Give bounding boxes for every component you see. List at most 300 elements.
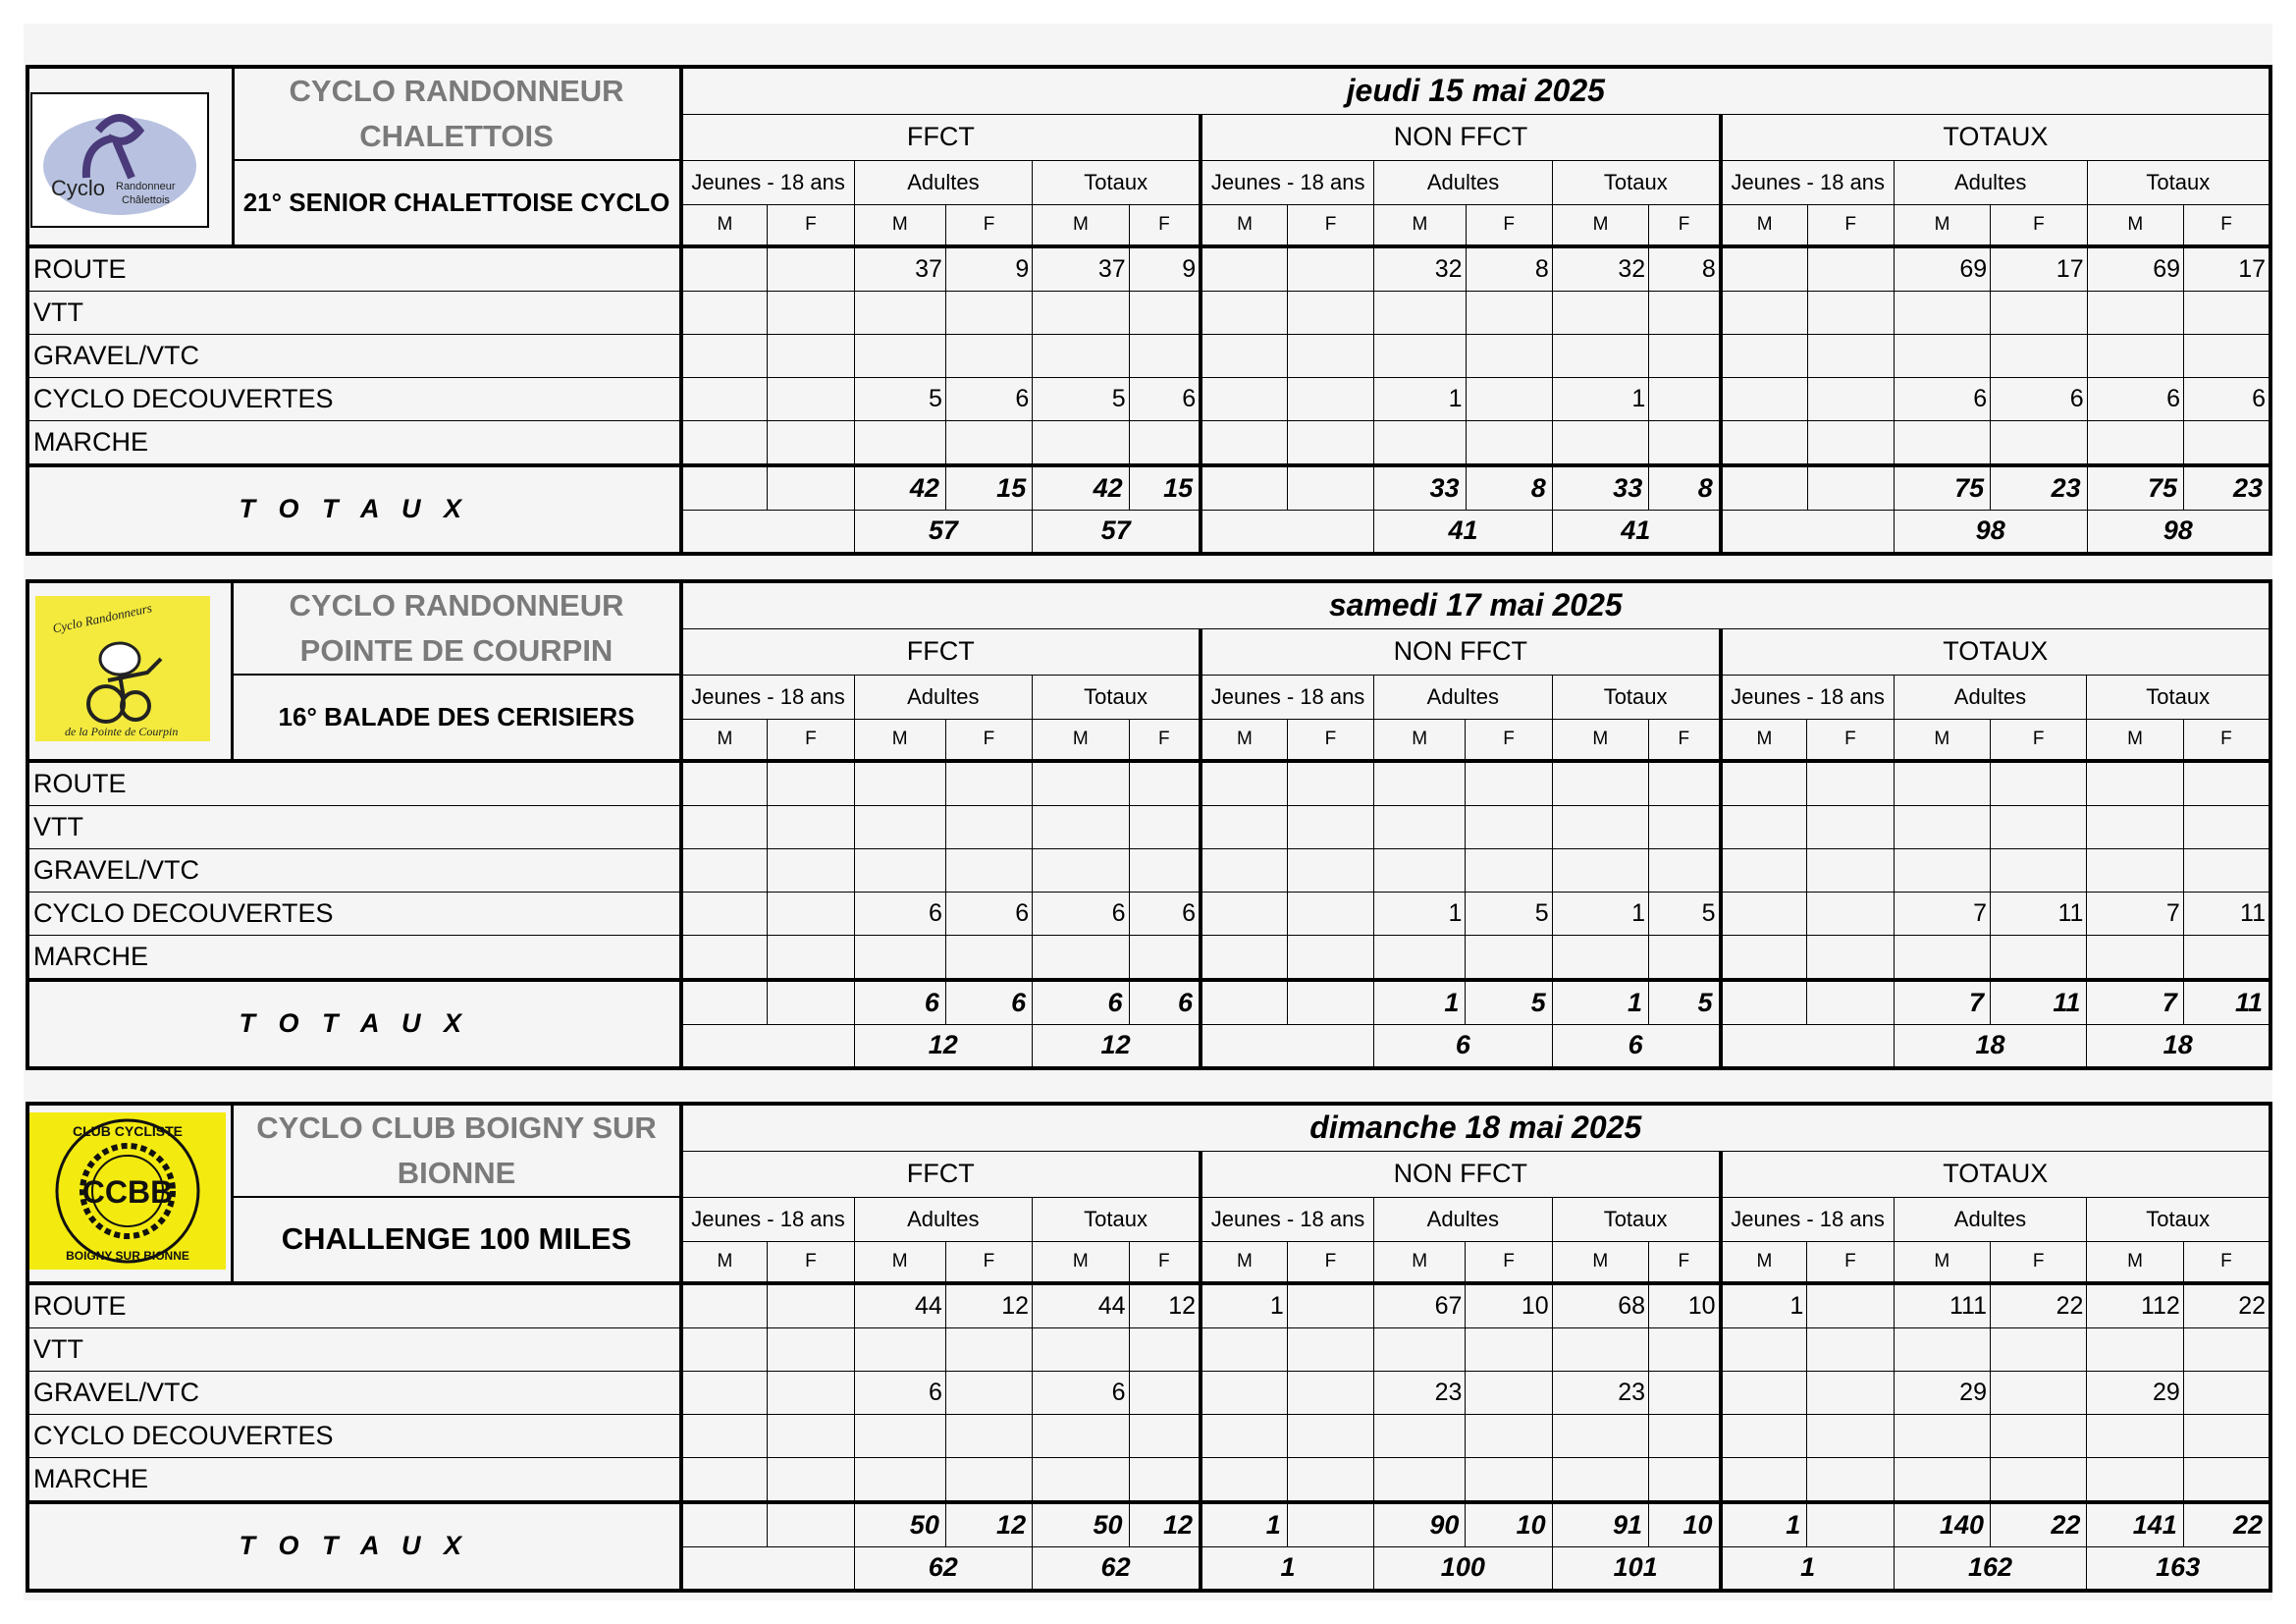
subgroup-header: Totaux [2087, 1197, 2270, 1241]
subgroup-header: Totaux [2087, 160, 2270, 204]
data-cell [681, 1371, 768, 1414]
data-cell: 6 [1129, 377, 1201, 420]
subgroup-header: Totaux [1552, 160, 1720, 204]
data-cell: 8 [1466, 246, 1552, 292]
data-cell [1374, 291, 1466, 334]
sum-cell: 18 [2087, 1024, 2270, 1068]
data-cell [945, 805, 1032, 848]
data-cell [1990, 935, 2086, 980]
svg-text:CLUB CYCLISTE: CLUB CYCLISTE [73, 1122, 183, 1139]
female-header: F [1649, 719, 1721, 761]
total-cell: 90 [1374, 1502, 1466, 1547]
data-cell [1374, 761, 1466, 806]
subgroup-header: Totaux [1033, 1197, 1201, 1241]
data-cell [1807, 246, 1894, 292]
data-cell [1721, 420, 1807, 465]
row-label: GRAVEL/VTC [27, 334, 681, 377]
data-cell [1990, 1371, 2086, 1414]
cyclo-randonneurs-pointe-de-courpin-logo [29, 590, 226, 747]
male-header: M [854, 1241, 945, 1283]
data-cell [1721, 1371, 1807, 1414]
subgroup-header: Jeunes - 18 ans [681, 1197, 855, 1241]
data-cell [1374, 1327, 1466, 1371]
data-cell [1807, 935, 1894, 980]
data-cell [1287, 1327, 1373, 1371]
data-cell: 6 [2087, 377, 2183, 420]
row-label: ROUTE [27, 761, 681, 806]
male-header: M [2087, 719, 2183, 761]
male-header: M [1552, 719, 1648, 761]
data-cell [1991, 420, 2087, 465]
total-cell: 5 [1649, 980, 1721, 1025]
female-header: F [1649, 1241, 1721, 1283]
data-cell [1552, 935, 1648, 980]
data-cell [1129, 334, 1201, 377]
group-header-non-ffct: NON FFCT [1201, 1151, 1721, 1197]
data-cell [768, 1457, 854, 1502]
total-cell [1201, 465, 1287, 511]
data-cell: 37 [1033, 246, 1129, 292]
data-cell: 44 [854, 1283, 945, 1328]
total-cell [1287, 465, 1373, 511]
total-cell: 1 [1552, 980, 1648, 1025]
data-cell [854, 420, 945, 465]
male-header: M [1201, 719, 1287, 761]
logo-cell [27, 1104, 233, 1283]
data-cell [1894, 805, 1990, 848]
data-cell [1649, 805, 1721, 848]
female-header: F [945, 719, 1032, 761]
data-cell: 68 [1552, 1283, 1648, 1328]
data-cell [681, 1283, 768, 1328]
total-cell: 11 [1990, 980, 2086, 1025]
male-header: M [1894, 1241, 1990, 1283]
data-cell [1649, 1327, 1721, 1371]
data-cell [1466, 1327, 1552, 1371]
data-cell [1466, 761, 1552, 806]
data-cell [1129, 1414, 1201, 1457]
data-cell [1466, 1414, 1552, 1457]
data-cell: 1 [1552, 377, 1648, 420]
total-cell: 1 [1374, 980, 1466, 1025]
female-header: F [2183, 719, 2270, 761]
total-cell: 140 [1894, 1502, 1990, 1547]
female-header: F [768, 1241, 854, 1283]
total-cell: 1 [1721, 1502, 1807, 1547]
data-cell [768, 334, 854, 377]
subgroup-header: Totaux [1552, 1197, 1720, 1241]
data-cell [2184, 334, 2270, 377]
data-cell [1721, 805, 1807, 848]
data-cell: 67 [1374, 1283, 1466, 1328]
data-cell [1287, 805, 1373, 848]
data-cell [681, 892, 768, 935]
data-cell [1129, 761, 1201, 806]
data-cell: 44 [1033, 1283, 1129, 1328]
female-header: F [1466, 1241, 1552, 1283]
data-cell [681, 805, 768, 848]
data-cell: 1 [1374, 377, 1466, 420]
total-cell: 8 [1649, 465, 1721, 511]
row-label: CYCLO DECOUVERTES [27, 892, 681, 935]
row-label: MARCHE [27, 935, 681, 980]
group-header-ffct: FFCT [681, 628, 1201, 675]
data-cell: 6 [2184, 377, 2270, 420]
male-header: M [1552, 204, 1648, 246]
data-cell [1201, 805, 1287, 848]
total-cell [768, 980, 854, 1025]
sum-cell: 62 [1033, 1546, 1201, 1591]
data-cell [945, 334, 1032, 377]
total-cell [681, 980, 768, 1025]
group-header-totaux: TOTAUX [1721, 1151, 2270, 1197]
total-cell: 1 [1201, 1502, 1287, 1547]
data-cell [1649, 420, 1721, 465]
sum-cell: 6 [1552, 1024, 1720, 1068]
ccbb-logo [29, 1112, 226, 1270]
male-header: M [681, 1241, 768, 1283]
data-cell: 23 [1552, 1371, 1648, 1414]
data-cell [1990, 1457, 2086, 1502]
data-block-2 [26, 579, 2272, 1070]
row-label: ROUTE [27, 246, 681, 292]
sum-cell: 41 [1374, 510, 1553, 554]
total-cell [1807, 1502, 1894, 1547]
subgroup-header: Adultes [1894, 160, 2087, 204]
data-cell [1466, 420, 1552, 465]
data-cell [1807, 377, 1894, 420]
subgroup-header: Jeunes - 18 ans [1201, 675, 1374, 719]
subgroup-header: Adultes [1894, 1197, 2087, 1241]
data-cell [1721, 1414, 1807, 1457]
male-header: M [1894, 204, 1990, 246]
row-label: VTT [27, 291, 681, 334]
subgroup-header: Jeunes - 18 ans [1201, 160, 1374, 204]
total-cell: 11 [2183, 980, 2270, 1025]
sum-cell [681, 510, 855, 554]
data-cell [1129, 291, 1201, 334]
sum-cell: 41 [1552, 510, 1720, 554]
total-cell [1287, 980, 1373, 1025]
data-cell [1374, 848, 1466, 892]
data-cell [945, 848, 1032, 892]
data-cell [2183, 1457, 2270, 1502]
sum-cell: 12 [1033, 1024, 1201, 1068]
data-cell: 32 [1374, 246, 1466, 292]
data-cell [2183, 1327, 2270, 1371]
total-cell: 6 [1129, 980, 1201, 1025]
data-cell: 69 [1894, 246, 1990, 292]
data-cell [1033, 805, 1129, 848]
data-cell [1287, 1371, 1373, 1414]
subgroup-header: Jeunes - 18 ans [1201, 1197, 1374, 1241]
data-cell: 69 [2087, 246, 2183, 292]
data-cell [681, 848, 768, 892]
data-cell [1894, 935, 1990, 980]
event-date: jeudi 15 mai 2025 [681, 67, 2270, 114]
female-header: F [1129, 719, 1201, 761]
row-label: CYCLO DECOUVERTES [27, 1414, 681, 1457]
male-header: M [854, 204, 945, 246]
data-cell [1201, 761, 1287, 806]
data-cell: 6 [945, 892, 1032, 935]
row-label: MARCHE [27, 420, 681, 465]
male-header: M [1033, 204, 1129, 246]
sum-cell: 18 [1894, 1024, 2087, 1068]
total-cell: 5 [1466, 980, 1552, 1025]
data-cell: 12 [1129, 1283, 1201, 1328]
data-cell [1374, 1457, 1466, 1502]
female-header: F [2183, 1241, 2270, 1283]
male-header: M [854, 719, 945, 761]
data-cell: 6 [1991, 377, 2087, 420]
data-cell: 6 [854, 892, 945, 935]
female-header: F [768, 204, 854, 246]
data-cell [945, 1371, 1032, 1414]
data-cell [1466, 848, 1552, 892]
data-cell [1721, 848, 1807, 892]
data-cell [1466, 805, 1552, 848]
male-header: M [2087, 1241, 2183, 1283]
data-cell: 29 [2087, 1371, 2183, 1414]
totals-label: T O T A U X [27, 1502, 681, 1591]
data-cell: 17 [1991, 246, 2087, 292]
female-header: F [1990, 719, 2086, 761]
data-cell [1552, 291, 1648, 334]
logo-cell [27, 67, 233, 246]
event-name: CHALLENGE 100 MILES [233, 1197, 681, 1283]
data-cell: 37 [854, 246, 945, 292]
data-cell [1894, 420, 1990, 465]
data-cell [2087, 761, 2183, 806]
total-cell [1807, 465, 1894, 511]
total-cell: 50 [854, 1502, 945, 1547]
data-cell [1129, 1457, 1201, 1502]
data-cell [1649, 1414, 1721, 1457]
group-header-ffct: FFCT [681, 1151, 1201, 1197]
subgroup-header: Jeunes - 18 ans [681, 160, 855, 204]
data-cell: 5 [1033, 377, 1129, 420]
data-cell [854, 1327, 945, 1371]
data-cell [854, 761, 945, 806]
data-cell [2183, 761, 2270, 806]
total-cell: 15 [945, 465, 1032, 511]
data-cell [2183, 848, 2270, 892]
club-name: CYCLO RANDONNEUR POINTE DE COURPIN [233, 581, 681, 675]
data-cell [681, 935, 768, 980]
data-cell [1287, 761, 1373, 806]
data-cell [1033, 334, 1129, 377]
total-cell: 23 [2184, 465, 2270, 511]
total-cell [1721, 465, 1807, 511]
total-cell: 75 [1894, 465, 1990, 511]
total-cell: 42 [854, 465, 945, 511]
svg-text:de la Pointe de Courpin: de la Pointe de Courpin [65, 724, 179, 738]
female-header: F [1287, 1241, 1373, 1283]
data-cell [681, 1327, 768, 1371]
total-cell [1201, 980, 1287, 1025]
total-cell: 6 [854, 980, 945, 1025]
data-cell [1129, 848, 1201, 892]
data-cell: 10 [1466, 1283, 1552, 1328]
sum-cell [681, 1024, 855, 1068]
data-cell: 17 [2184, 246, 2270, 292]
data-cell [1033, 420, 1129, 465]
data-cell [1129, 420, 1201, 465]
data-cell [1649, 1457, 1721, 1502]
data-cell: 7 [2087, 892, 2183, 935]
female-header: F [1991, 204, 2087, 246]
data-cell [1201, 1371, 1287, 1414]
data-cell [768, 420, 854, 465]
male-header: M [1552, 1241, 1648, 1283]
group-header-totaux: TOTAUX [1721, 114, 2270, 160]
subgroup-header: Jeunes - 18 ans [1721, 1197, 1895, 1241]
data-block-3 [26, 1102, 2272, 1593]
subgroup-header: Totaux [1033, 160, 1201, 204]
data-cell [854, 935, 945, 980]
data-cell [1129, 935, 1201, 980]
data-cell [1201, 377, 1287, 420]
total-cell: 15 [1129, 465, 1201, 511]
row-label: CYCLO DECOUVERTES [27, 377, 681, 420]
data-cell [1201, 848, 1287, 892]
data-cell [1721, 1457, 1807, 1502]
sum-cell: 98 [1894, 510, 2087, 554]
data-cell [1552, 805, 1648, 848]
data-cell [1894, 291, 1990, 334]
group-header-ffct: FFCT [681, 114, 1201, 160]
data-cell [1287, 935, 1373, 980]
data-cell: 6 [1129, 892, 1201, 935]
subgroup-header: Adultes [1374, 160, 1553, 204]
data-cell [1033, 291, 1129, 334]
data-cell [2087, 1457, 2183, 1502]
data-cell [1807, 892, 1894, 935]
subgroup-header: Adultes [1374, 675, 1553, 719]
data-cell: 6 [1033, 892, 1129, 935]
event-name: 21° SENIOR CHALETTOISE CYCLO [233, 160, 681, 246]
data-cell [2183, 1414, 2270, 1457]
data-cell [1649, 291, 1721, 334]
male-header: M [1033, 1241, 1129, 1283]
data-cell [1201, 1327, 1287, 1371]
data-cell [1552, 1457, 1648, 1502]
data-cell [768, 291, 854, 334]
female-header: F [1287, 204, 1373, 246]
data-cell [768, 848, 854, 892]
data-cell: 23 [1374, 1371, 1466, 1414]
data-cell [1374, 935, 1466, 980]
data-cell [768, 892, 854, 935]
total-cell: 22 [2183, 1502, 2270, 1547]
male-header: M [1201, 1241, 1287, 1283]
data-cell [2087, 1414, 2183, 1457]
data-cell [1807, 1371, 1894, 1414]
data-cell: 22 [2183, 1283, 2270, 1328]
data-cell [1287, 420, 1373, 465]
data-cell [681, 420, 768, 465]
total-cell: 91 [1552, 1502, 1648, 1547]
data-cell [1807, 1457, 1894, 1502]
total-cell: 75 [2087, 465, 2183, 511]
data-cell [2184, 291, 2270, 334]
data-cell [768, 935, 854, 980]
data-cell: 6 [1033, 1371, 1129, 1414]
data-cell [1287, 848, 1373, 892]
data-cell: 29 [1894, 1371, 1990, 1414]
svg-text:Cyclo: Cyclo [51, 175, 106, 200]
subgroup-header: Adultes [1894, 675, 2087, 719]
data-cell [1807, 1283, 1894, 1328]
data-cell [854, 1457, 945, 1502]
row-label: GRAVEL/VTC [27, 1371, 681, 1414]
data-cell [768, 761, 854, 806]
row-label: ROUTE [27, 1283, 681, 1328]
cyclo-randonneur-chalettois-logo [29, 76, 226, 233]
male-header: M [1721, 204, 1807, 246]
data-cell [1649, 377, 1721, 420]
data-cell [1466, 935, 1552, 980]
data-cell [1990, 805, 2086, 848]
data-cell [1721, 1327, 1807, 1371]
data-cell [1807, 1327, 1894, 1371]
female-header: F [1466, 204, 1552, 246]
data-cell [1649, 761, 1721, 806]
data-cell [1033, 1327, 1129, 1371]
club-name: CYCLO CLUB BOIGNY SUR BIONNE [233, 1104, 681, 1197]
male-header: M [1201, 204, 1287, 246]
row-label: VTT [27, 805, 681, 848]
data-cell: 1 [1201, 1283, 1287, 1328]
data-cell [1374, 805, 1466, 848]
subgroup-header: Totaux [2087, 675, 2270, 719]
data-cell: 10 [1649, 1283, 1721, 1328]
data-cell [1466, 334, 1552, 377]
data-cell [1287, 246, 1373, 292]
data-cell [854, 848, 945, 892]
subgroup-header: Adultes [1374, 1197, 1553, 1241]
data-cell: 12 [945, 1283, 1032, 1328]
subgroup-header: Totaux [1033, 675, 1201, 719]
female-header: F [1807, 719, 1894, 761]
data-cell [945, 291, 1032, 334]
sum-cell: 163 [2087, 1546, 2270, 1591]
data-cell [2087, 848, 2183, 892]
data-cell: 7 [1894, 892, 1990, 935]
subgroup-header: Adultes [854, 675, 1033, 719]
data-cell [1990, 1327, 2086, 1371]
data-cell [1894, 848, 1990, 892]
data-cell [1374, 420, 1466, 465]
subgroup-header: Adultes [854, 160, 1033, 204]
data-cell [1991, 334, 2087, 377]
sum-cell: 6 [1374, 1024, 1553, 1068]
total-cell: 33 [1552, 465, 1648, 511]
data-cell [1201, 246, 1287, 292]
data-cell [768, 1283, 854, 1328]
female-header: F [1466, 719, 1552, 761]
data-cell: 11 [2183, 892, 2270, 935]
data-cell [945, 420, 1032, 465]
data-cell [1466, 1457, 1552, 1502]
svg-text:BOIGNY SUR BIONNE: BOIGNY SUR BIONNE [66, 1248, 189, 1263]
data-cell [681, 1457, 768, 1502]
female-header: F [2184, 204, 2270, 246]
sum-cell [1721, 1024, 1895, 1068]
data-cell: 1 [1552, 892, 1648, 935]
data-cell [1129, 805, 1201, 848]
